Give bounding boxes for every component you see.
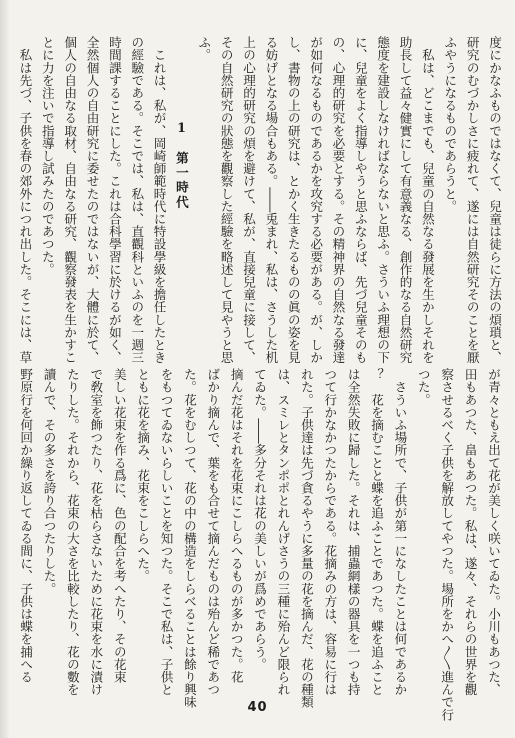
text-column: ばかり摘んで、葉をも合せて摘んだものは殆んど稀であつ [205, 368, 221, 696]
page-number: 40 [247, 700, 268, 715]
text-column: ふやうになるものであらうと。 [442, 36, 458, 213]
text-column: つて行かなかつたからである。花摘みの方は、容易に行は [322, 368, 338, 696]
text-column: これは、私が、岡崎師範時代に特設學級を擔任したとき [151, 36, 167, 364]
text-column: 野原行を何回か繰り返してゐる間に、子供は蝶を捕へる [18, 368, 34, 683]
text-column: 研究のむづかしさに疲れて、遂には自然研究そのことを厭 [464, 36, 480, 364]
heading-title: 第一時代 [173, 151, 189, 210]
text-column: の經驗である。そこでは、私は、直觀科といふのを一週三 [129, 36, 145, 364]
text-column: は全然失敗に歸した。それは、捕蟲網樣の器具を一つも持 [345, 368, 361, 696]
text-column: 助長して益々健實にして有意義なる、創作的なる自然研究 [397, 36, 413, 364]
text-column: る妨げとなる場合もある。――兎まれ、私は、さうした机 [263, 36, 279, 364]
heading-number: 1 [173, 120, 189, 137]
text-column: が如何なるものであるかを攻究する必要がある。が、しか [308, 36, 324, 364]
upper-text-block [13, 36, 505, 364]
text-column: 時間課することにした。これは合科學習に於けるが如く、 [106, 36, 122, 364]
text-column: は、スミレとタンポポとれんげさうの三種に殆んど限られ [275, 368, 291, 696]
section-heading [170, 36, 192, 358]
text-column: た。花をむしつて、花の中の構造をしらべることは餘り興味 [181, 368, 197, 709]
text-column: とに力を注いで指導し試みたのであつた。 [39, 36, 55, 276]
text-column: 全然個人の自由研究に委せたのではないが、大體に於て、 [84, 36, 100, 364]
text-column: の、心理的研究を必要とする。その精神界の自然なる發達 [330, 36, 346, 364]
text-column: その自然研究の狀態を觀察した經驗を略述して見やうと思 [218, 36, 234, 364]
text-column: をもつてゐないらしいことを知つた。そこで私は、子供と [158, 368, 174, 696]
text-column: 讀んで、その多さを誇り合つたりした。 [41, 368, 57, 595]
text-column: れた。子供達は先づ貪るやうに多量の花を摘んだ、花の種類 [298, 368, 314, 709]
text-column: で敎室を飾つたり、花を枯らさないために花束を水に漬け [88, 368, 104, 696]
text-column: 態度を建設しなければならないと思ふ。さういふ理想の下 [375, 36, 391, 364]
text-column: 上の心理的研究の煩を避けて、私が、直接兒童に接して、 [241, 36, 257, 364]
text-column: 摘んだ花はそれを花束にこしらへるものが多かつた。花 [228, 368, 244, 683]
text-column: さういふ場所で、子供が第一になしたことは何であるか [392, 368, 408, 696]
text-column: てゐた。――多分それは花の美しいが爲めであらう。 [252, 368, 268, 671]
text-column: たりした。それから、花束の大さを比較したり、花の數を [64, 368, 80, 696]
text-column: 度にかなふものではなくて、兒童は徒らに方法の煩瑣と、 [487, 36, 502, 364]
text-column: 私は、どこまでも、兒童の自然なる發展を生かしそれを [419, 36, 435, 364]
text-column: に、兒童をよく指導しやうと思ふならば、先づ兒童そのも [352, 36, 368, 364]
text-column: 個人の自由なる取材、自由なる研究、觀察發表を生かすこ [62, 36, 78, 364]
text-column: ふ。 [196, 36, 212, 62]
text-column: し、書物の上の研究は、とかく生きたるものの眞の姿を見 [285, 36, 301, 364]
upper-section-paragraphs [13, 36, 170, 364]
text-column: つた。 [415, 368, 431, 406]
text-column: ？ 花を摘むことと蝶を追ふことであつた。蝶を追ふこと [369, 368, 385, 696]
upper-lead-paragraphs [192, 36, 505, 364]
text-column: 田もあつた、畠もあつた。私は、遂々、それらの世界を觀 [462, 368, 478, 696]
text-column: ともに花を摘み、花束をこしらへた。 [135, 368, 151, 583]
text-column: が青々ともえ出て花が美しく咲いてゐた。小川もあつた、 [486, 368, 501, 696]
text-column: 美しい花束を作る爲に、色の配合を考へたり、その花束 [111, 368, 127, 683]
text-column: 私は先づ、子供を春の郊外につれ出した。そこには、草 [17, 36, 33, 364]
text-column: 察させるべく子供を解放してやつた。場所をかへ〳〵進んで行 [439, 368, 455, 721]
scan-edge-shadow [0, 0, 10, 738]
